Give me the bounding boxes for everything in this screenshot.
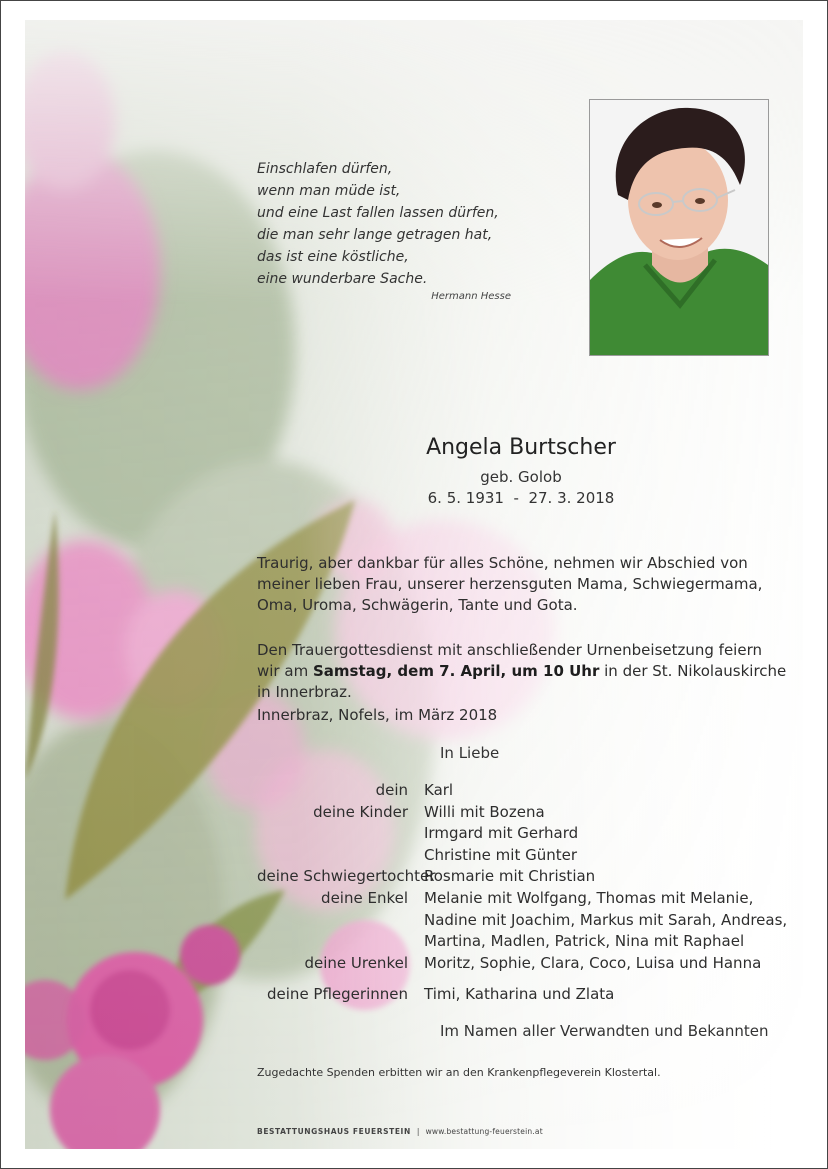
poem-line: und eine Last fallen lassen dürfen, (257, 205, 499, 221)
family-name-line: Moritz, Sophie, Clara, Coco, Luisa und Hanna (424, 953, 762, 972)
donation-note: Zugedachte Spenden erbitten wir an den Krankenpflegeverein Klostertal. (257, 1066, 661, 1079)
footer (257, 1127, 543, 1136)
portrait-image (590, 100, 768, 355)
family-row (257, 866, 797, 888)
poem-line: eine wunderbare Sache. (257, 271, 428, 287)
deceased-name: Angela Burtscher (426, 435, 616, 460)
poem-line: das ist eine köstliche, (257, 249, 409, 265)
poem-line: Einschlafen dürfen, (257, 161, 393, 177)
family-name-line: Timi, Katharina und Zlata (424, 985, 615, 1004)
service-location: in der St. Nikolauskirche in Innerbraz. (257, 662, 787, 701)
family-relation: deine Schwiegertochter (257, 867, 436, 886)
maiden-name: geb. Golob (480, 468, 562, 486)
footer-separator: | (416, 1127, 420, 1136)
family-name-line: Melanie mit Wolfgang, Thomas mit Melanie, (424, 888, 754, 907)
family-relation: deine Enkel (321, 888, 408, 907)
family-names (424, 888, 797, 953)
service-info (257, 640, 787, 703)
poem-quote (257, 158, 517, 304)
family-name-line: Willi mit Bozena (424, 802, 545, 821)
family-name-line: Christine mit Günter (424, 845, 578, 864)
family-row (257, 802, 797, 867)
family-names (424, 802, 797, 867)
family-relation: deine Kinder (313, 802, 408, 821)
family-names (424, 780, 797, 802)
announcement-text: Traurig, aber dankbar für alles Schöne, nehmen wir Abschied von meiner lieben Frau, unserer herzensguten Mama, Schwiegermama, Oma, Uroma, Schwägerin, Tante und Gota. (257, 554, 763, 614)
portrait-photo (589, 99, 769, 356)
family-row (257, 984, 797, 1006)
poem-author: Hermann Hesse (431, 291, 511, 302)
family-names (424, 866, 797, 888)
family-relation: dein (375, 781, 408, 799)
website-link[interactable]: www.bestattung-feuerstein.at (425, 1127, 543, 1136)
family-row (257, 888, 797, 953)
spacer (257, 974, 797, 984)
obituary-card (25, 20, 803, 1149)
family-list (257, 780, 797, 1006)
poem-line: wenn man müde ist, (257, 183, 401, 199)
family-names (424, 953, 797, 975)
life-dates: 6. 5. 1931 - 27. 3. 2018 (427, 489, 615, 507)
family-name-line: Irmgard mit Gerhard (424, 824, 579, 843)
family-name-line: Nadine mit Joachim, Markus mit Sarah, Andreas, (424, 910, 788, 929)
family-row (257, 780, 797, 802)
poem-line: die man sehr lange getragen hat, (257, 227, 493, 243)
family-name-line: Karl (424, 781, 454, 799)
family-relation: deine Urenkel (304, 953, 408, 972)
family-names (424, 984, 797, 1006)
company-name: BESTATTUNGSHAUS FEUERSTEIN (257, 1127, 411, 1136)
in-love-text: In Liebe (440, 744, 500, 762)
family-row (257, 953, 797, 975)
family-name-line: Rosmarie mit Christian (424, 867, 596, 886)
service-date: Samstag, dem 7. April, um 10 Uhr (312, 662, 600, 680)
family-name-line: Martina, Madlen, Patrick, Nina mit Raphael (424, 932, 745, 951)
closing-text: Im Namen aller Verwandten und Bekannten (440, 1022, 769, 1040)
family-relation: deine Pflegerinnen (267, 985, 408, 1004)
place-date: Innerbraz, Nofels, im März 2018 (257, 706, 498, 724)
service-intro: Den Trauergottesdienst mit anschließender Urnenbeisetzung feiern wir am (257, 641, 762, 680)
